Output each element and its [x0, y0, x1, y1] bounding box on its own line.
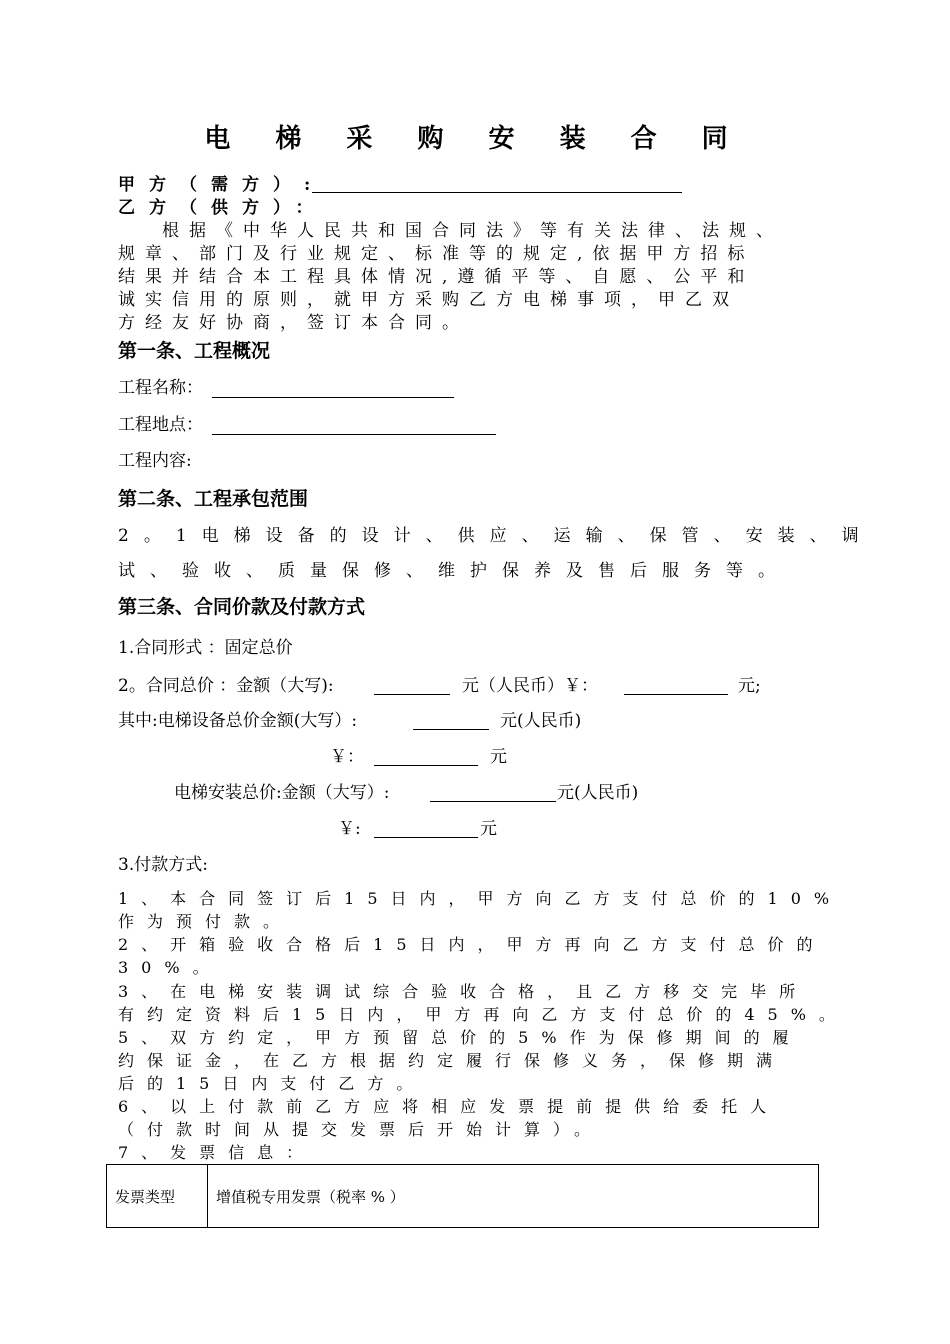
intro-line: 结果并结合本工程具体情况,遵循平等、自愿、公平和: [118, 267, 755, 287]
invoice-type-label: 发票类型: [107, 1165, 208, 1228]
intro-line: 诚实信用的原则，就甲方采购乙方电梯事项，甲乙双: [118, 290, 739, 310]
document-title: 电 梯 采 购 安 装 合 同: [204, 124, 746, 154]
payment-line: 1、本合同签订后15日内，甲方向乙方支付总价的10%: [118, 889, 843, 908]
payment-method-label: 3.付款方式:: [118, 855, 208, 875]
table-row: [107, 1165, 819, 1228]
section3-heading: 第三条、合同价款及付款方式: [118, 596, 366, 618]
equipment-price-label: 其中:电梯设备总价金额(大写）:: [118, 711, 358, 731]
intro-line: 规章、部门及行业规定、标准等的规定,依据甲方招标: [118, 244, 755, 264]
payment-line: 3、在电梯安装调试综合验收合格，且乙方移交完毕所: [118, 982, 809, 1001]
party-a-label: 甲方（需方）:: [118, 175, 325, 195]
scope-line: 试、验收、质量保修、维护保养及售后服务等。: [118, 561, 790, 581]
install-yen-blank: [374, 837, 478, 838]
payment-line: 6、以上付款前乙方应将相应发票提前提供给委托人: [118, 1097, 780, 1116]
project-name-label: 工程名称：: [118, 378, 203, 398]
project-location-blank: [212, 434, 496, 435]
section2-heading: 第二条、工程承包范围: [118, 488, 309, 510]
payment-line: 7、发票信息：: [118, 1143, 316, 1162]
payment-line: 有约定资料后15日内，甲方再向乙方支付总价的45%。: [118, 1005, 848, 1024]
party-b-label: 乙方（供方）：: [118, 198, 327, 218]
intro-line: 根据《中华人民共和国合同法》等有关法律、法规、: [162, 221, 783, 241]
intro-line: 方经友好协商，签订本合同。: [118, 313, 469, 333]
section1-heading: 第一条、工程概况: [118, 340, 271, 362]
scope-line: 2。1电梯设备的设计、供应、运输、保管、安装、调: [118, 526, 874, 546]
install-yen-label: ￥:: [338, 819, 361, 839]
invoice-table: [106, 1164, 819, 1228]
total-price-blank: [374, 694, 450, 695]
install-yen-yuan: 元: [480, 819, 497, 839]
total-price-yen-blank: [624, 694, 728, 695]
party-a-blank: [312, 192, 682, 193]
payment-line: 30%。: [118, 958, 222, 977]
payment-line: （付款时间从提交发票后开始计算）。: [118, 1120, 604, 1139]
total-price-yuan: 元;: [738, 676, 761, 696]
payment-line: 2、开箱验收合格后15日内，甲方再向乙方支付总价的: [118, 935, 826, 954]
install-price-rmb: 元(人民币): [557, 783, 639, 803]
contract-form: 1.合同形式 ：固定总价: [118, 638, 293, 658]
invoice-type-value: 增值税专用发票（税率 % ）: [208, 1165, 819, 1228]
project-content-label: 工程内容:: [118, 451, 192, 471]
install-price-label: 电梯安装总价:金额（大写）:: [174, 783, 390, 803]
equipment-yen-yuan: 元: [490, 747, 507, 767]
equipment-yen-blank: [374, 765, 478, 766]
payment-line: 后的15日内支付乙方。: [118, 1074, 426, 1093]
payment-line: 作为预付款。: [118, 912, 293, 931]
equipment-price-blank: [413, 729, 489, 730]
payment-line: 约保证金，在乙方根据约定履行保修义务，保修期满: [118, 1051, 786, 1070]
total-price-rmb: 元（人民币）￥：: [462, 676, 598, 696]
install-price-blank: [430, 801, 556, 802]
total-price-label: 2。合同总价 ：金额（大写):: [118, 676, 334, 696]
equipment-yen-label: ￥：: [330, 747, 364, 767]
payment-line: 5、双方约定，甲方预留总价的5%作为保修期间的履: [118, 1028, 802, 1047]
project-name-blank: [212, 397, 454, 398]
equipment-price-rmb: 元(人民币): [500, 711, 582, 731]
project-location-label: 工程地点：: [118, 415, 203, 435]
